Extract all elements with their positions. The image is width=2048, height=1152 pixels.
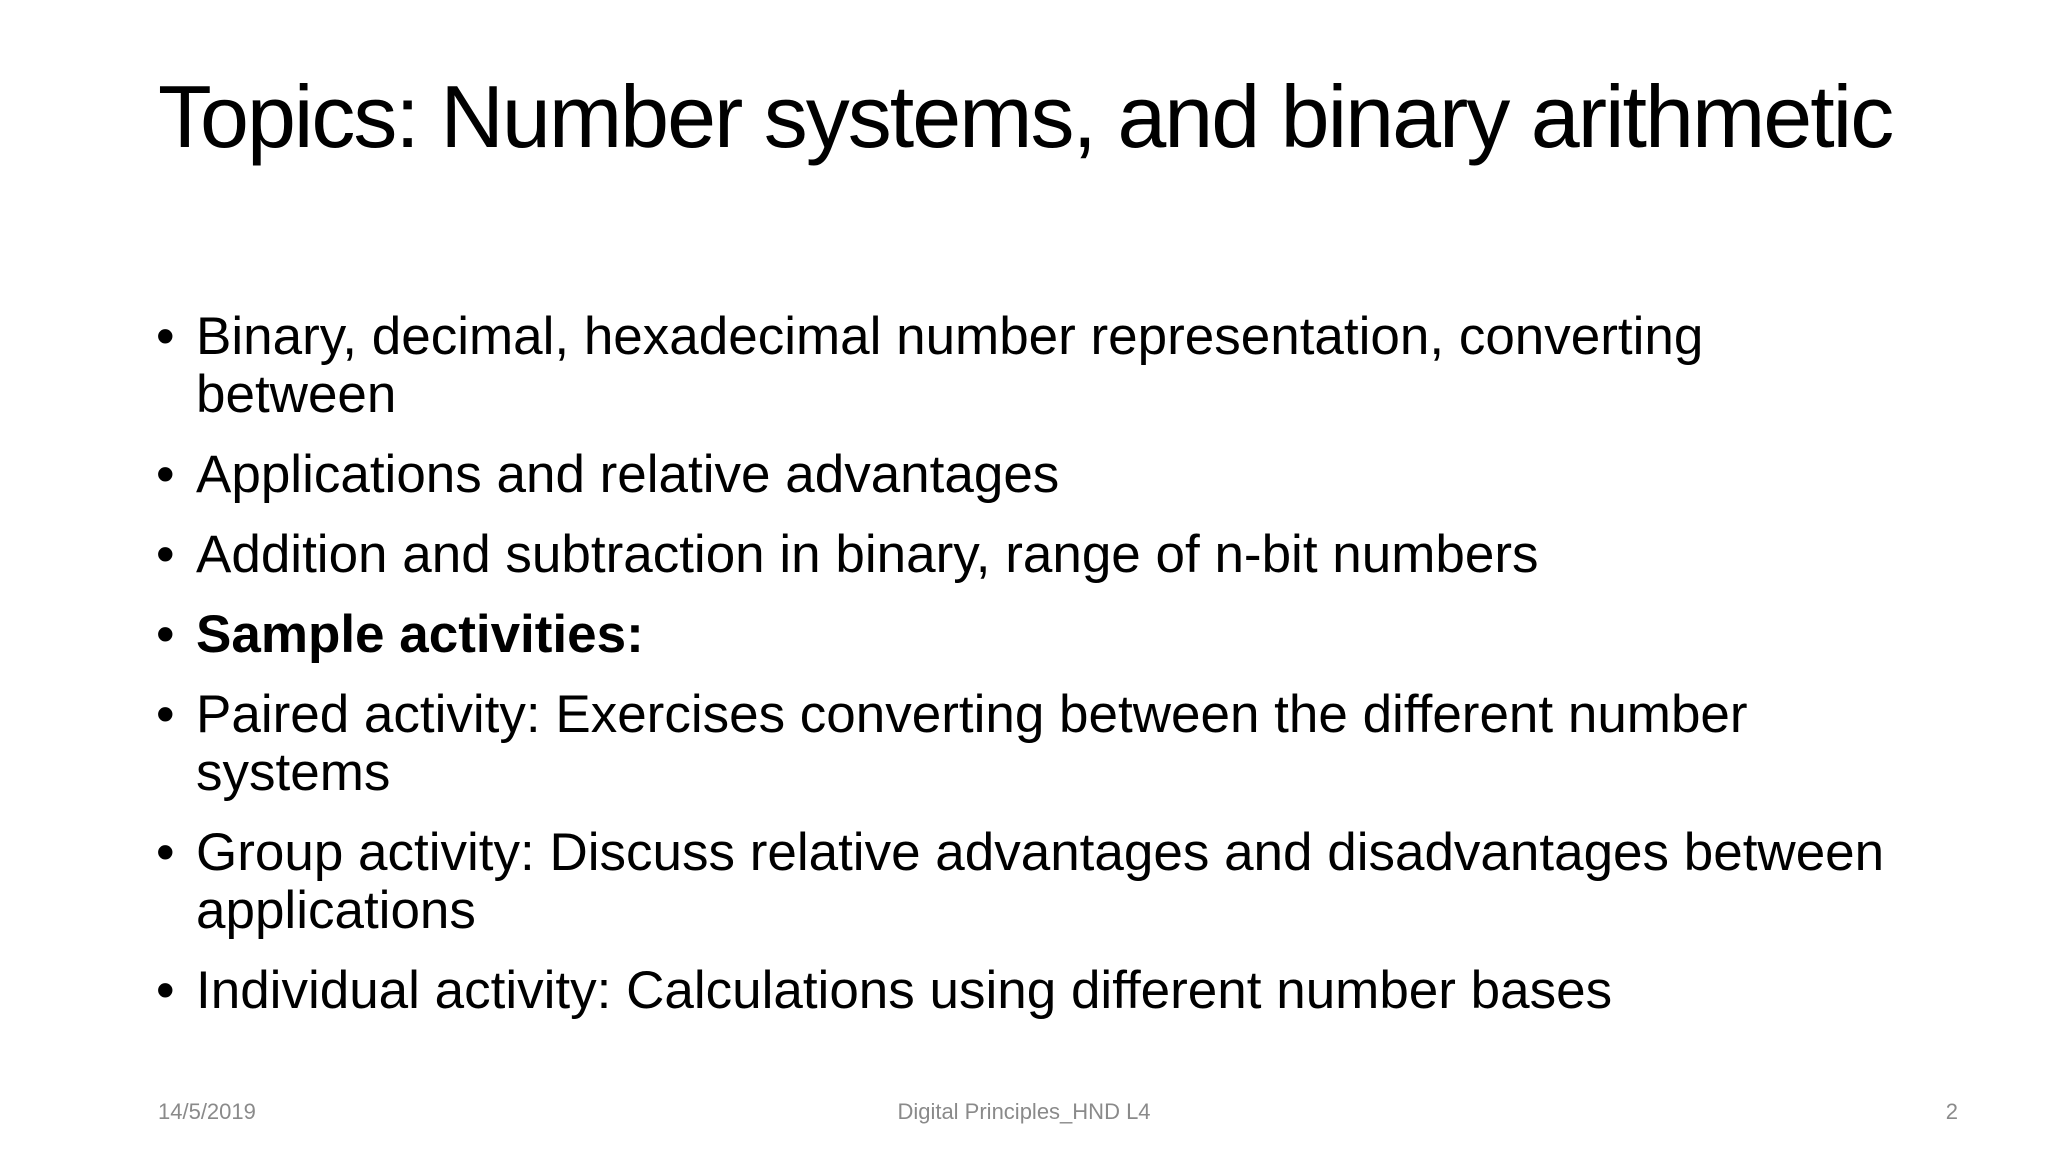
bullet-marker: • <box>156 961 175 1020</box>
bullet-marker: • <box>156 823 175 882</box>
list-item <box>156 824 1916 940</box>
bullet-text: Individual activity: Calculations using different number bases <box>196 961 1613 1020</box>
footer-date: 14/5/2019 <box>158 1099 256 1124</box>
bullet-marker: • <box>156 685 175 744</box>
bullet-marker: • <box>156 525 175 584</box>
list-item <box>156 308 1916 424</box>
slide-number: 2 <box>1945 1099 1958 1124</box>
bullet-text: Paired activity: Exercises converting between the different number systems <box>196 685 1748 802</box>
bullet-marker: • <box>156 445 175 504</box>
bullet-marker: • <box>156 605 175 664</box>
list-item <box>156 606 1916 664</box>
list-item <box>156 526 1916 584</box>
list-item <box>156 686 1916 802</box>
bullet-text: Group activity: Discuss relative advantages and disadvantages between applications <box>196 823 1885 940</box>
bullet-marker: • <box>156 307 175 366</box>
list-item <box>156 962 1916 1020</box>
bullet-text: Addition and subtraction in binary, range of n-bit numbers <box>196 525 1539 584</box>
footer-title: Digital Principles_HND L4 <box>897 1099 1151 1124</box>
slide-title: Topics: Number systems, and binary arithmetic <box>158 67 1893 166</box>
list-item <box>156 446 1916 504</box>
bullet-text-heading: Sample activities: <box>196 605 644 664</box>
bullet-text: Applications and relative advantages <box>196 445 1060 504</box>
bullet-list <box>156 308 1916 1042</box>
bullet-text: Binary, decimal, hexadecimal number representation, converting between <box>196 307 1704 424</box>
